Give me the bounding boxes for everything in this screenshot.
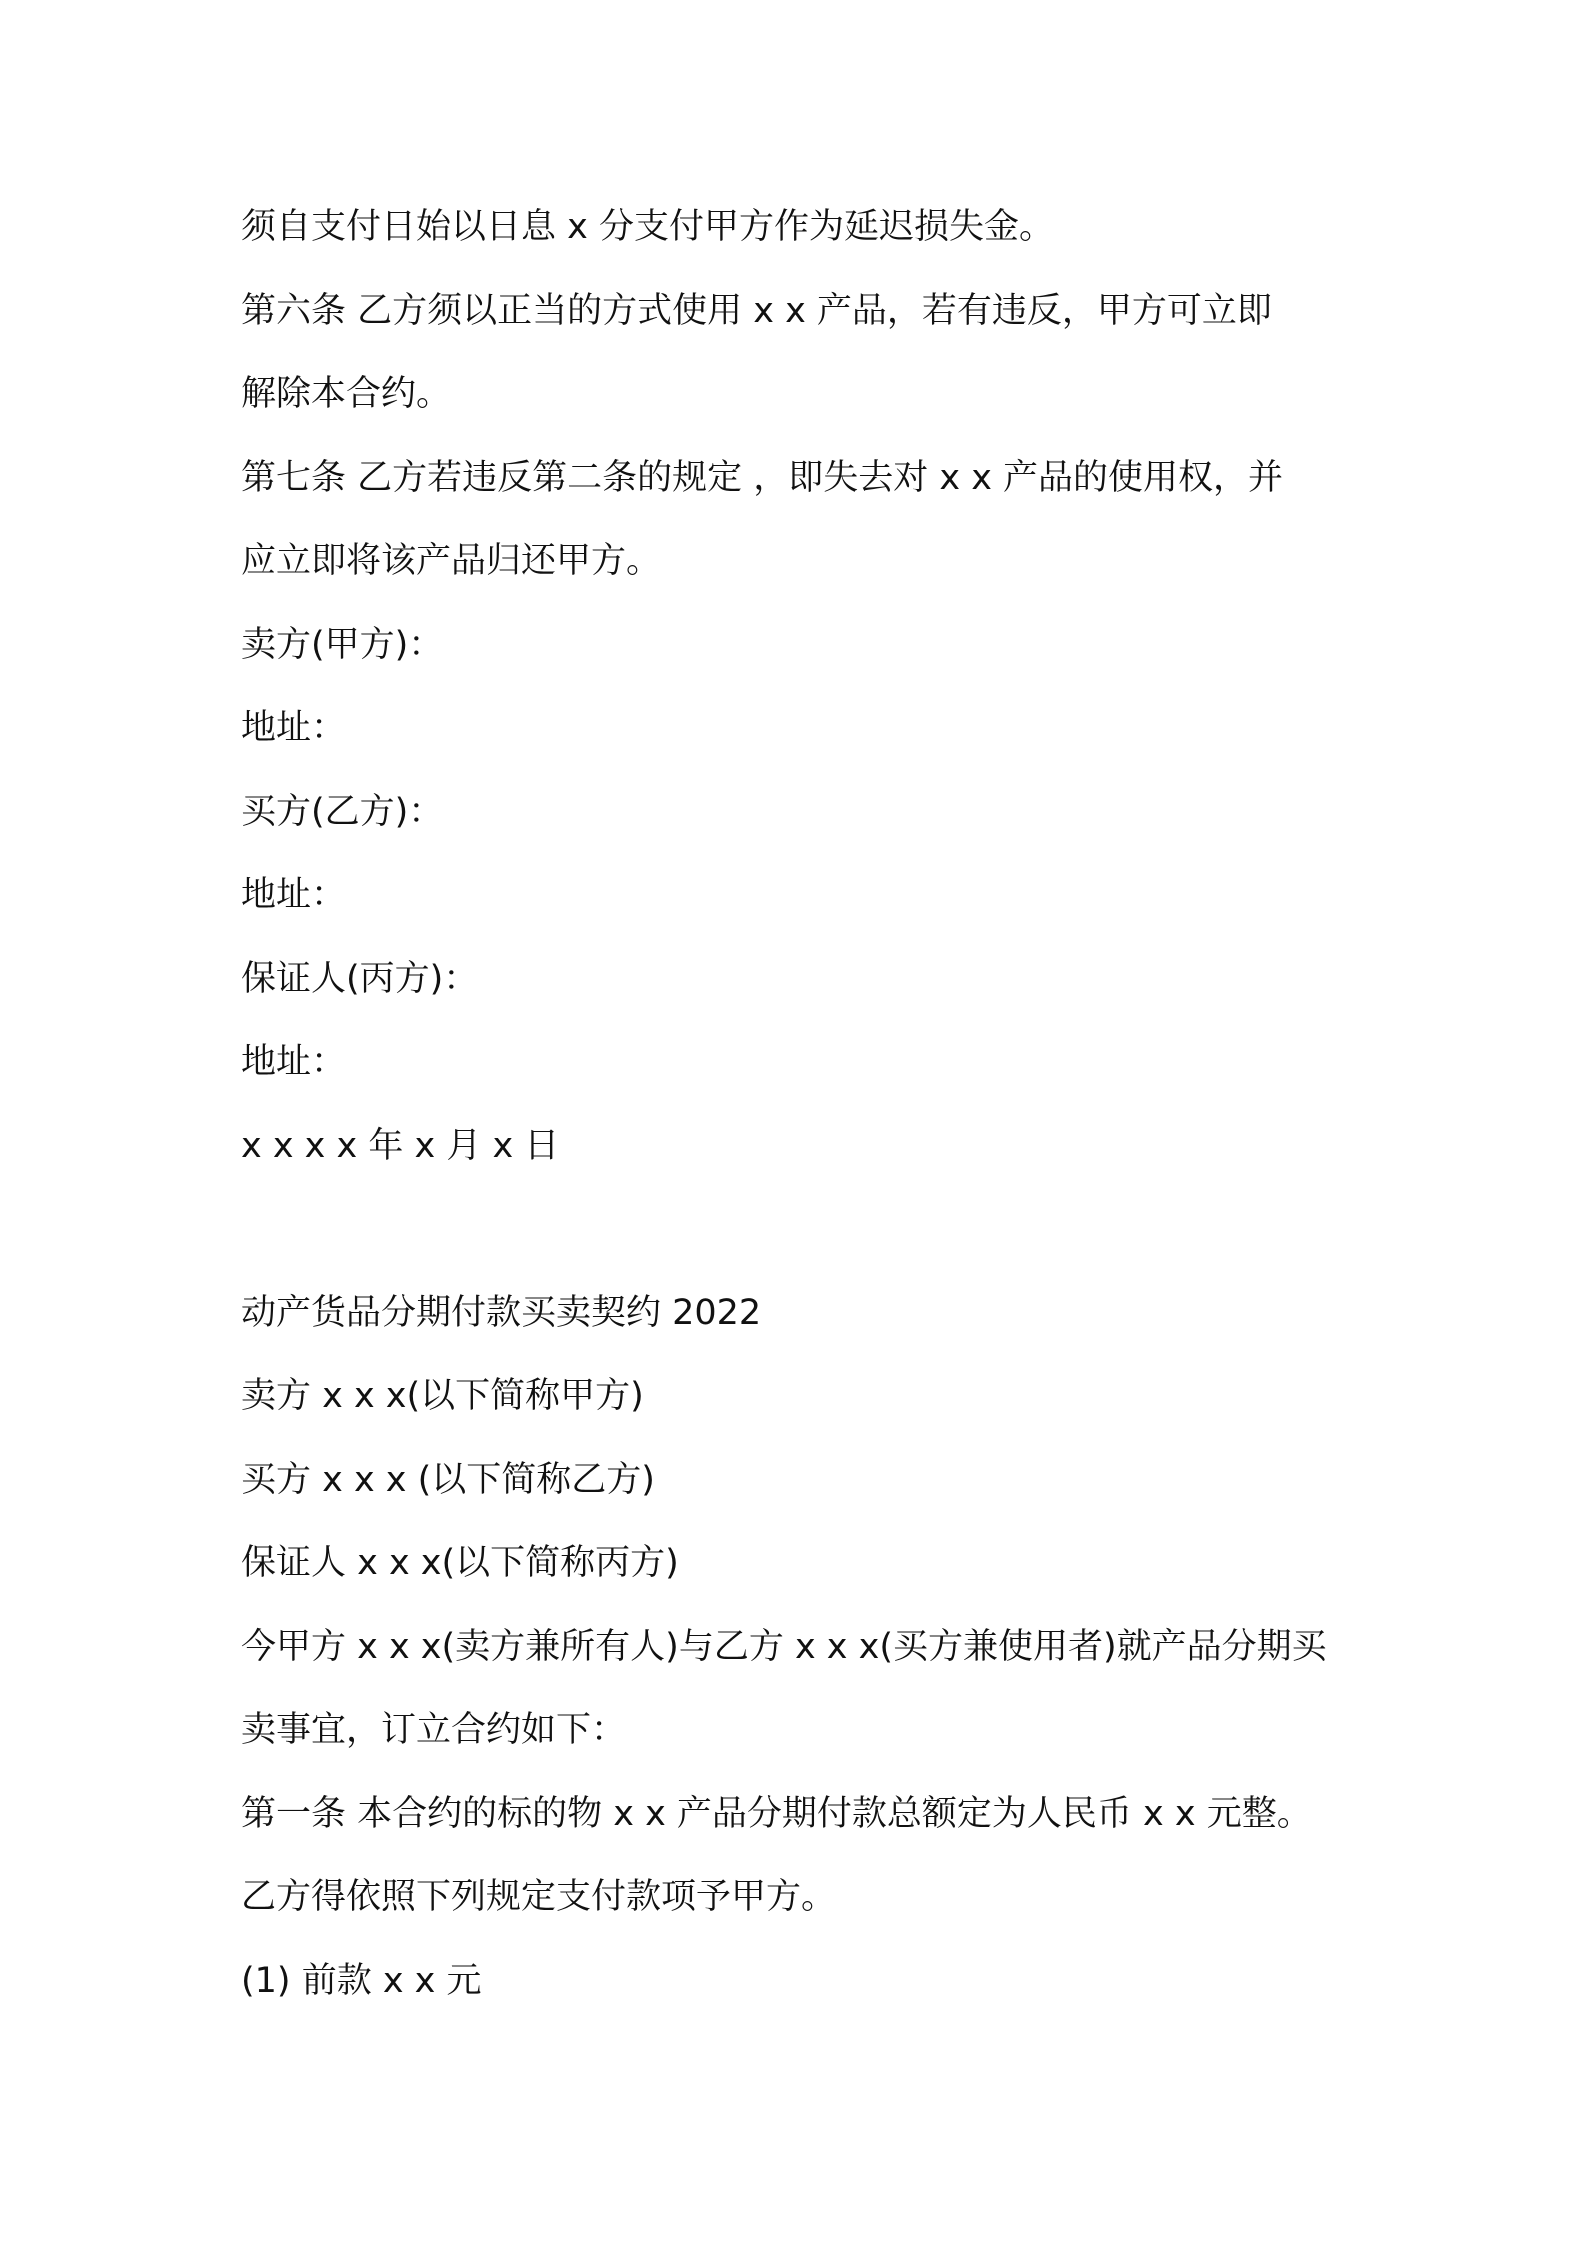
- document-title: 动产货品分期付款买卖契约 2022: [241, 1293, 762, 1333]
- text-line-article-1-cont: 乙方得依照下列规定支付款项予甲方。: [241, 1877, 837, 1917]
- text-line-preamble: 今甲方 x x x(卖方兼所有人)与乙方 x x x(买方兼使用者)就产品分期买: [241, 1627, 1327, 1667]
- text-line-preamble-cont: 卖事宜，订立合约如下：: [241, 1710, 627, 1750]
- text-line-article-7: 第七条 乙方若违反第二条的规定 ，即失去对 x x 产品的使用权，并: [241, 458, 1284, 498]
- text-line-guarantor: 保证人(丙方)：: [241, 959, 479, 999]
- text-line-party-guarantor: 保证人 x x x(以下简称丙方): [241, 1543, 679, 1583]
- text-line-seller: 卖方(甲方)：: [241, 625, 444, 665]
- text-line-item-1: (1) 前款 x x 元: [241, 1961, 482, 2001]
- text-line-seller-address: 地址：: [241, 708, 347, 748]
- text-line-date: x x x x 年 x 月 x 日: [241, 1126, 560, 1166]
- text-line-article-6: 第六条 乙方须以正当的方式使用 x x 产品，若有违反，甲方可立即: [241, 291, 1272, 331]
- text-line-article-7-cont: 应立即将该产品归还甲方。: [241, 541, 662, 581]
- text-line-guarantor-address: 地址：: [241, 1042, 347, 1082]
- text-line-party-buyer: 买方 x x x (以下简称乙方): [241, 1460, 655, 1500]
- text-line-buyer-address: 地址：: [241, 875, 347, 915]
- text-line-payment-penalty: 须自支付日始以日息 x 分支付甲方作为延迟损失金。: [241, 207, 1054, 247]
- text-line-buyer: 买方(乙方)：: [241, 792, 444, 832]
- text-line-article-6-cont: 解除本合约。: [241, 374, 452, 414]
- text-line-party-seller: 卖方 x x x(以下简称甲方): [241, 1376, 644, 1416]
- text-line-article-1: 第一条 本合约的标的物 x x 产品分期付款总额定为人民币 x x 元整。: [241, 1794, 1312, 1834]
